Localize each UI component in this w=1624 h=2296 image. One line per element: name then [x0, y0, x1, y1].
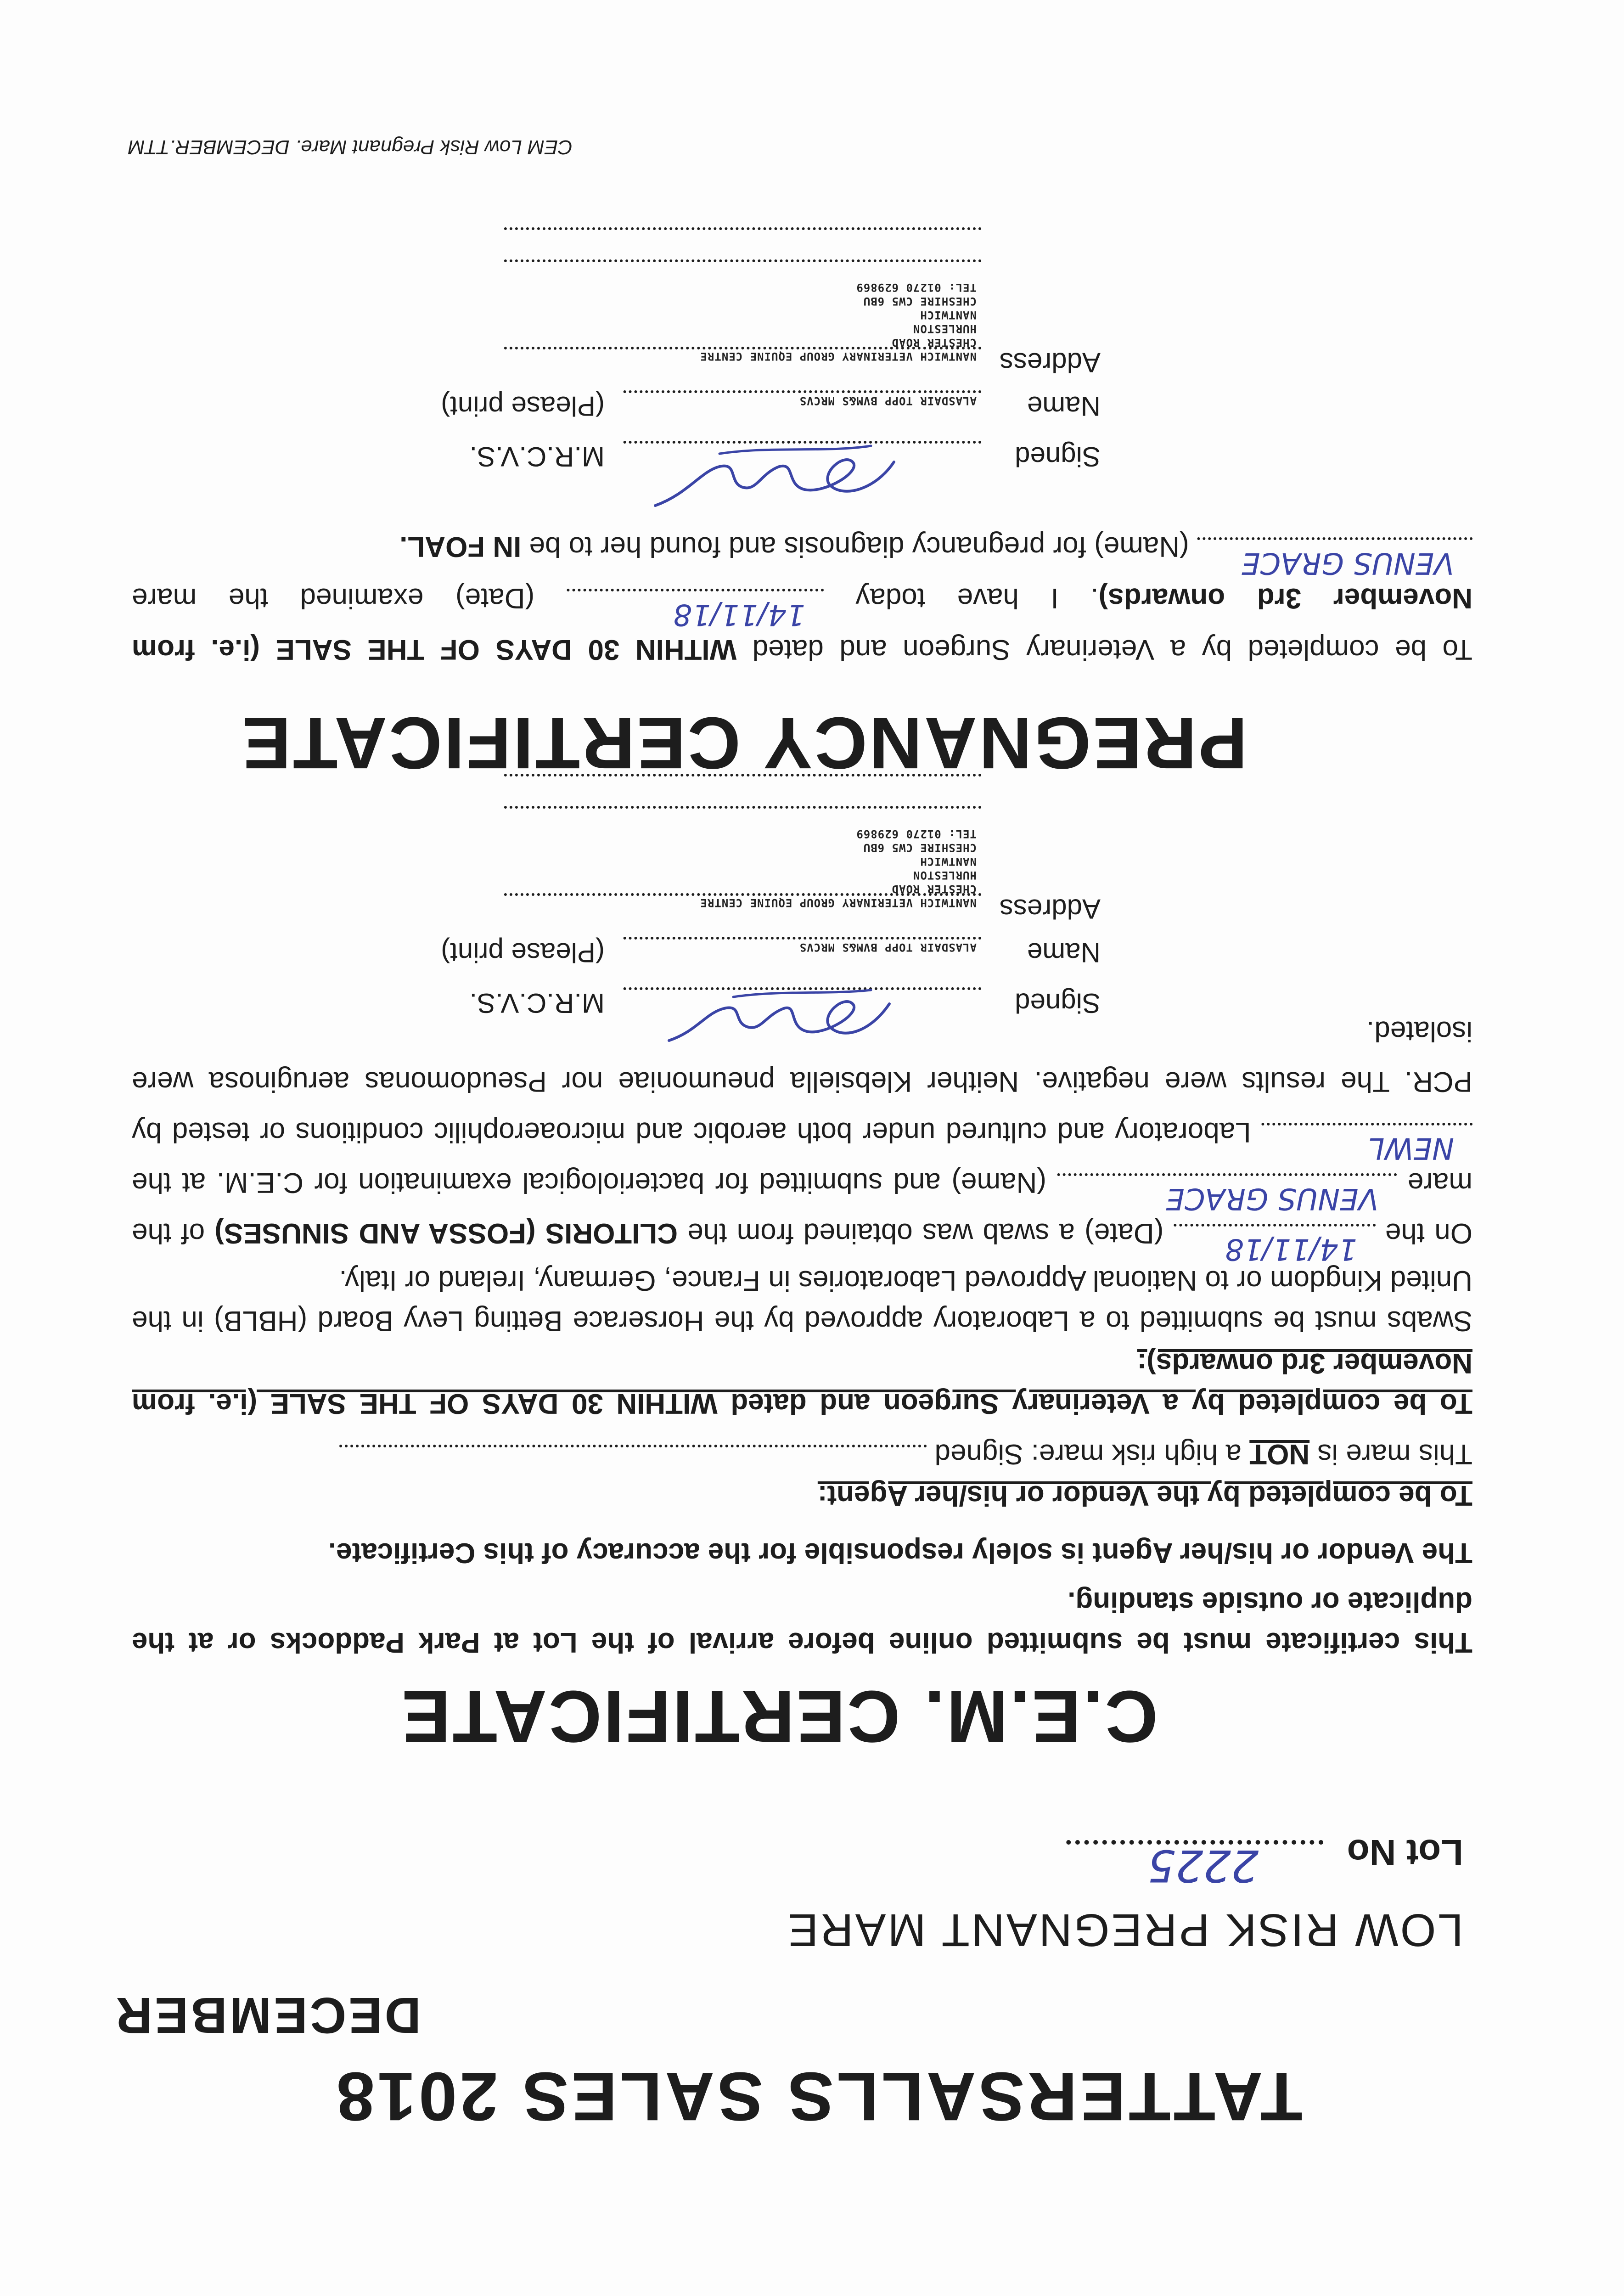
cem-swab-statement: On the 14/11/18 (Date) a swab was obtained from the CLITORIS (FOSSA AND SINUSES) of the mare VENUS GRACE (Name) and submitted for bacteriological examination for C.E.M. at the NEWL Laboratory and cultured under both aerobic and microaerophilic conditions or tested by PCR. The results were negative. Neither Klebsiella pneumoniae nor Pseudomonas aeruginosa were isolated. — [132, 1006, 1472, 1258]
pregnancy-stamp-name: ALASDAIR TOPP BVM&S MRCVS — [799, 394, 977, 407]
pregnancy-vet-signature-block — [366, 227, 1101, 491]
cem-responsibility: The Vendor or his/her Agent is solely responsible for the accuracy of this Certificate. — [328, 1537, 1472, 1569]
pregnancy-vet-signature — [646, 434, 903, 522]
pregnancy-signature-line — [623, 441, 981, 457]
pregnancy-signed-row: Signed M.R.C.V.S. — [366, 441, 1101, 491]
pregnancy-name-row: Name ALASDAIR TOPP BVM&S MRCVS (Please print) — [441, 391, 1101, 422]
pregnancy-name-line — [623, 390, 981, 407]
lot-dotted-line — [1066, 1840, 1323, 1891]
cem-signed-row: Signed M.R.C.V.S. — [366, 987, 1101, 1038]
cem-name-line — [623, 937, 981, 953]
pregnancy-statement: To be completed by a Veterinary Surgeon and dated WITHIN 30 DAYS OF THE SALE (i.e. from November 3rd onwards). I have today 14/11/18 (Date) examined the mare VENUS GRACE (Name) for pregnancy diagnosis and found her to be IN FOAL. — [132, 531, 1472, 665]
vendor-signature-line — [339, 1445, 927, 1466]
pregnancy-address-line-2 — [504, 259, 981, 276]
vendor-heading: To be completed by the Vendor or his/her Agent: — [817, 1480, 1472, 1511]
sale-month: DECEMBER — [113, 1987, 421, 2043]
cem-name-row: Name ALASDAIR TOPP BVM&S MRCVS (Please print) — [441, 937, 1101, 968]
laboratory-name: NEWL — [1368, 1131, 1454, 1165]
lot-label: Lot No — [1347, 1832, 1463, 1873]
cem-mare-name-field — [1057, 1173, 1397, 1216]
swab-date: 14/11/18 — [1225, 1232, 1357, 1266]
laboratory-field — [1261, 1123, 1472, 1165]
cem-vet-signature-block — [366, 774, 1101, 1038]
cem-address-row: Address NANTWICH VETERINARY GROUP EQUINE CENTRE CHESTER ROAD HURLESTON NANTWICH CHESHIRE CW5 6BU TEL: 01270 629869 — [366, 893, 1101, 937]
pregnancy-mare-name-field — [1197, 537, 1472, 580]
exam-date: 14/11/18 — [673, 597, 805, 631]
exam-date-field — [567, 589, 824, 631]
sale-title: TATTERSALLS SALES 2018 — [333, 2058, 1303, 2135]
lot-number-field — [1066, 1831, 1463, 1891]
certificate-subtitle: LOW RISK PREGNANT MARE — [786, 1904, 1463, 1956]
cem-certificate-title: C.E.M. CERTIFICATE — [399, 1676, 1158, 1758]
swab-date-field — [1174, 1224, 1376, 1266]
pregnancy-stamp-address: NANTWICH VETERINARY GROUP EQUINE CENTRE CHESTER ROAD HURLESTON NANTWICH CHESHIRE CW5 6BU TEL: 01270 629869 — [700, 281, 977, 363]
pregnancy-address-row: Address NANTWICH VETERINARY GROUP EQUINE CENTRE CHESTER ROAD HURLESTON NANTWICH CHESHIRE CW5 6BU TEL: 01270 629869 — [366, 347, 1101, 390]
pregnancy-certificate-title: PREGNANCY CERTIFICATE — [240, 702, 1248, 784]
file-reference: CEM Low Risk Pregnant Mare. DECEMBER.TTM — [128, 136, 573, 158]
pregnancy-mare-name: VENUS GRACE — [1242, 546, 1454, 580]
cem-intro: This certificate must be submitted online before arrival of the Lot at Park Paddocks or at the duplicate or outside standing. — [132, 1586, 1472, 1658]
cem-stamp-name: ALASDAIR TOPP BVM&S MRCVS — [799, 941, 977, 954]
cem-stamp-address: NANTWICH VETERINARY GROUP EQUINE CENTRE CHESTER ROAD HURLESTON NANTWICH CHESHIRE CW5 6BU TEL: 01270 629869 — [700, 827, 977, 909]
vet-heading: To be completed by a Veterinary Surgeon and dated WITHIN 30 DAYS OF THE SALE (i.e. from November 3rd onwards): — [132, 1347, 1472, 1419]
cem-vet-signature — [660, 981, 899, 1059]
pregnancy-address-line-3 — [504, 227, 981, 244]
cem-mare-name: VENUS GRACE — [1166, 1182, 1379, 1216]
in-foal-result: IN FOAL — [407, 531, 522, 563]
not-emphasis: NOT — [1249, 1438, 1310, 1470]
vendor-declaration: This mare is NOT a high risk mare: Signed — [132, 1434, 1472, 1474]
cem-signature-line — [623, 987, 981, 1004]
swabs-requirement: Swabs must be submitted to a Laboratory approved by the Horserace Betting Levy Board (HBLB) in the United Kingdom or to National Approved Laboratories in France, Germany, Ireland or Italy. — [132, 1265, 1472, 1337]
cem-address-line-2 — [504, 806, 981, 822]
lot-value: 2225 — [1147, 1840, 1259, 1891]
